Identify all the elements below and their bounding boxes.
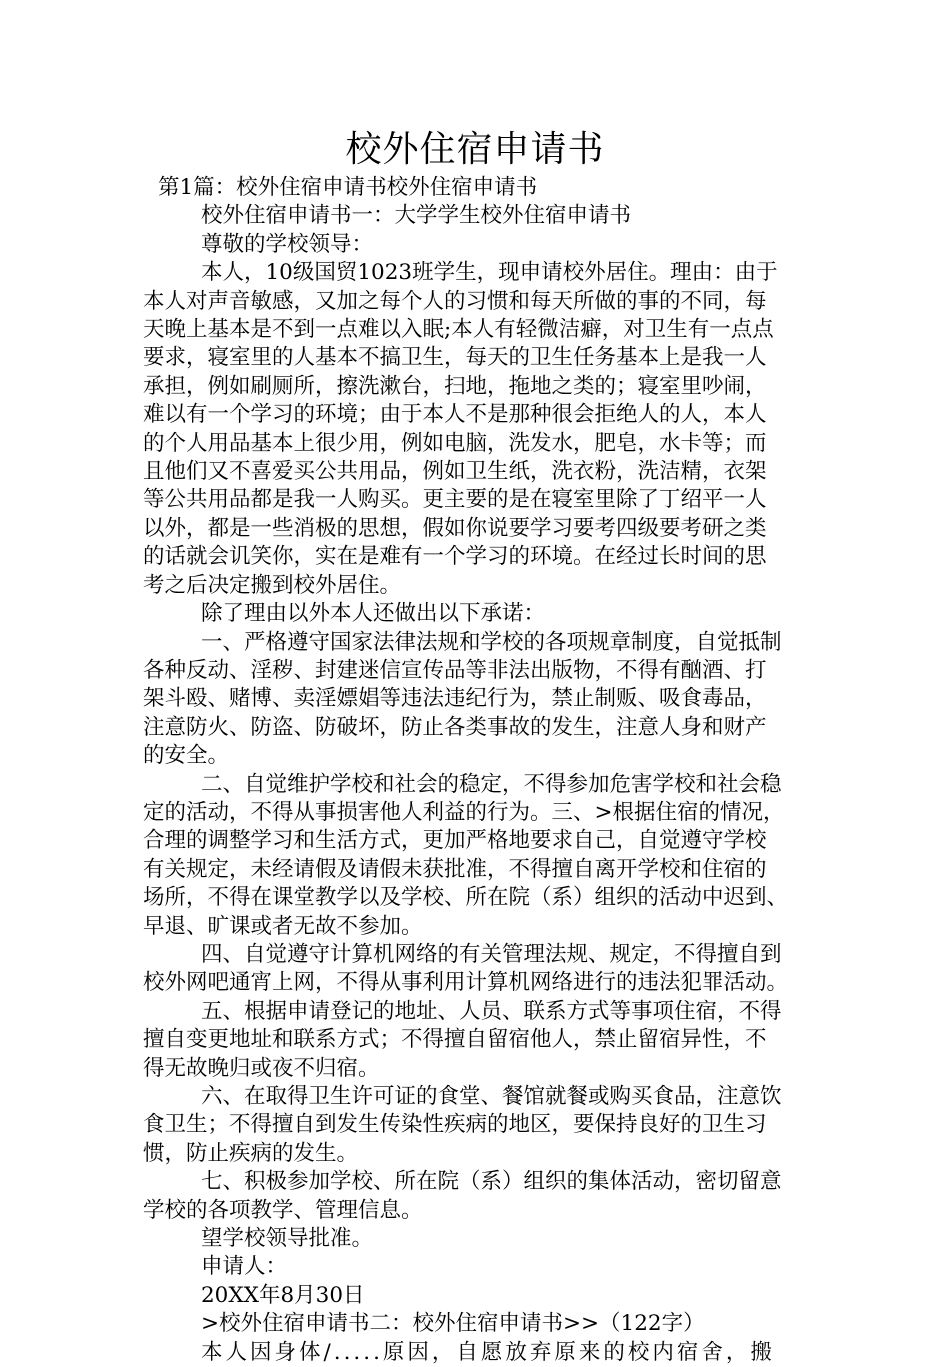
commitment-7-line: 七、积极参加学校、所在院（系）组织的集体活动，密切留意 <box>201 1169 782 1195</box>
salutation: 尊敬的学校领导： <box>201 231 374 257</box>
document-title: 校外住宿申请书 <box>345 129 605 170</box>
commitment-7-line: 学校的各项教学、管理信息。 <box>143 1197 423 1223</box>
paragraph-line: 的话就会讥笑你，实在是难有一个学习的环境。在经过长时间的思 <box>143 544 767 570</box>
commitment-6-line: 六、在取得卫生许可证的食堂、餐馆就餐或购买食品，注意饮 <box>201 1084 782 1109</box>
paragraph-line: 本人，10级国贸1023班学生，现申请校外居住。理由：由于 <box>201 260 778 286</box>
commitment-4-line: 校外网吧通宵上网，不得从事利用计算机网络进行的违法犯罪活动。 <box>143 970 789 996</box>
commitment-2-line: 合理的调整学习和生活方式，更加严格地要求自己，自觉遵守学校 <box>143 828 767 854</box>
paragraph-line: 等公共用品都是我一人购买。更主要的是在寝室里除了丁绍平一人 <box>143 487 767 513</box>
commitment-1-line: 架斗殴、赌博、卖淫嫖娼等违法违纪行为，禁止制贩、吸食毒品， <box>143 686 767 712</box>
applicant-label: 申请人： <box>201 1254 288 1280</box>
closing-line: 望学校领导批准。 <box>201 1226 374 1252</box>
second-letter-first-line: 本人因身体/.....原因，自愿放弃原来的校内宿舍，搬 <box>201 1339 775 1365</box>
commitment-5-line: 五、根据申请登记的地址、人员、联系方式等事项住宿，不得 <box>201 998 782 1024</box>
commitment-1-line: 注意防火、防盗、防破坏，防止各类事故的发生，注意人身和财产 <box>143 714 767 740</box>
paragraph-line: 以外，都是一些消极的思想，假如你说要学习要考四级要考研之类 <box>143 515 767 541</box>
paragraph-line: 考之后决定搬到校外居住。 <box>143 572 402 598</box>
document-body <box>143 174 823 1367</box>
commitment-2-line: 有关规定，未经请假及请假未获批准，不得擅自离开学校和住宿的 <box>143 856 767 882</box>
paragraph-line: 难以有一个学习的环境；由于本人不是那种很会拒绝人的人，本人 <box>143 402 767 428</box>
paragraph-line: 要求，寝室里的人基本不搞卫生，每天的卫生任务基本上是我一人 <box>143 345 767 371</box>
paragraph-line: 本人对声音敏感，又加之每个人的习惯和每天所做的事的不同，每 <box>143 288 767 314</box>
commitment-1-line: 的安全。 <box>143 743 230 769</box>
paragraph-line: 天晚上基本是不到一点难以入眠;本人有轻微洁癖，对卫生有一点点 <box>143 317 774 343</box>
commitment-6-line: 惯，防止疾病的发生。 <box>143 1140 359 1166</box>
paragraph-line: 的个人用品基本上很少用，例如电脑，洗发水，肥皂，水卡等；而 <box>143 430 767 456</box>
commitment-5-line: 擅自变更地址和联系方式；不得擅自留宿他人，禁止留宿异性，不 <box>143 1027 767 1053</box>
commitment-4-line: 四、自觉遵守计算机网络的有关管理法规、规定，不得擅自到 <box>201 941 782 967</box>
commitment-5-line: 得无故晚归或夜不归宿。 <box>143 1055 380 1081</box>
commitment-2-line: 定的活动，不得从事损害他人利益的行为。三、>根据住宿的情况， <box>143 799 785 825</box>
commitment-2-line: 场所，不得在课堂教学以及学校、所在院（系）组织的活动中迟到、 <box>143 885 789 911</box>
application-date: 20XX年8月30日 <box>201 1282 365 1308</box>
section-heading: 第1篇：校外住宿申请书校外住宿申请书 <box>158 175 538 200</box>
paragraph-line: 除了理由以外本人还做出以下承诺： <box>201 601 546 627</box>
commitment-1-line: 一、严格遵守国家法律法规和学校的各项规章制度，自觉抵制 <box>201 629 782 655</box>
paragraph-line: 承担，例如刷厕所，擦洗漱台，扫地，拖地之类的；寝室里吵闹， <box>143 373 767 399</box>
commitment-1-line: 各种反动、淫秽、封建迷信宣传品等非法出版物，不得有酗酒、打 <box>143 657 767 683</box>
paragraph-line: 且他们又不喜爱买公共用品，例如卫生纸，洗衣粉，洗洁精，衣架 <box>143 459 767 485</box>
commitment-6-line: 食卫生；不得擅自到发生传染性疾病的地区，要保持良好的卫生习 <box>143 1112 767 1138</box>
commitment-2-line: 早退、旷课或者无故不参加。 <box>143 913 423 939</box>
second-letter-heading: >校外住宿申请书二：校外住宿申请书>>（122字） <box>201 1311 705 1337</box>
commitment-2-line: 二、自觉维护学校和社会的稳定，不得参加危害学校和社会稳 <box>201 771 782 797</box>
subsection-heading: 校外住宿申请书一：大学学生校外住宿申请书 <box>201 203 632 229</box>
